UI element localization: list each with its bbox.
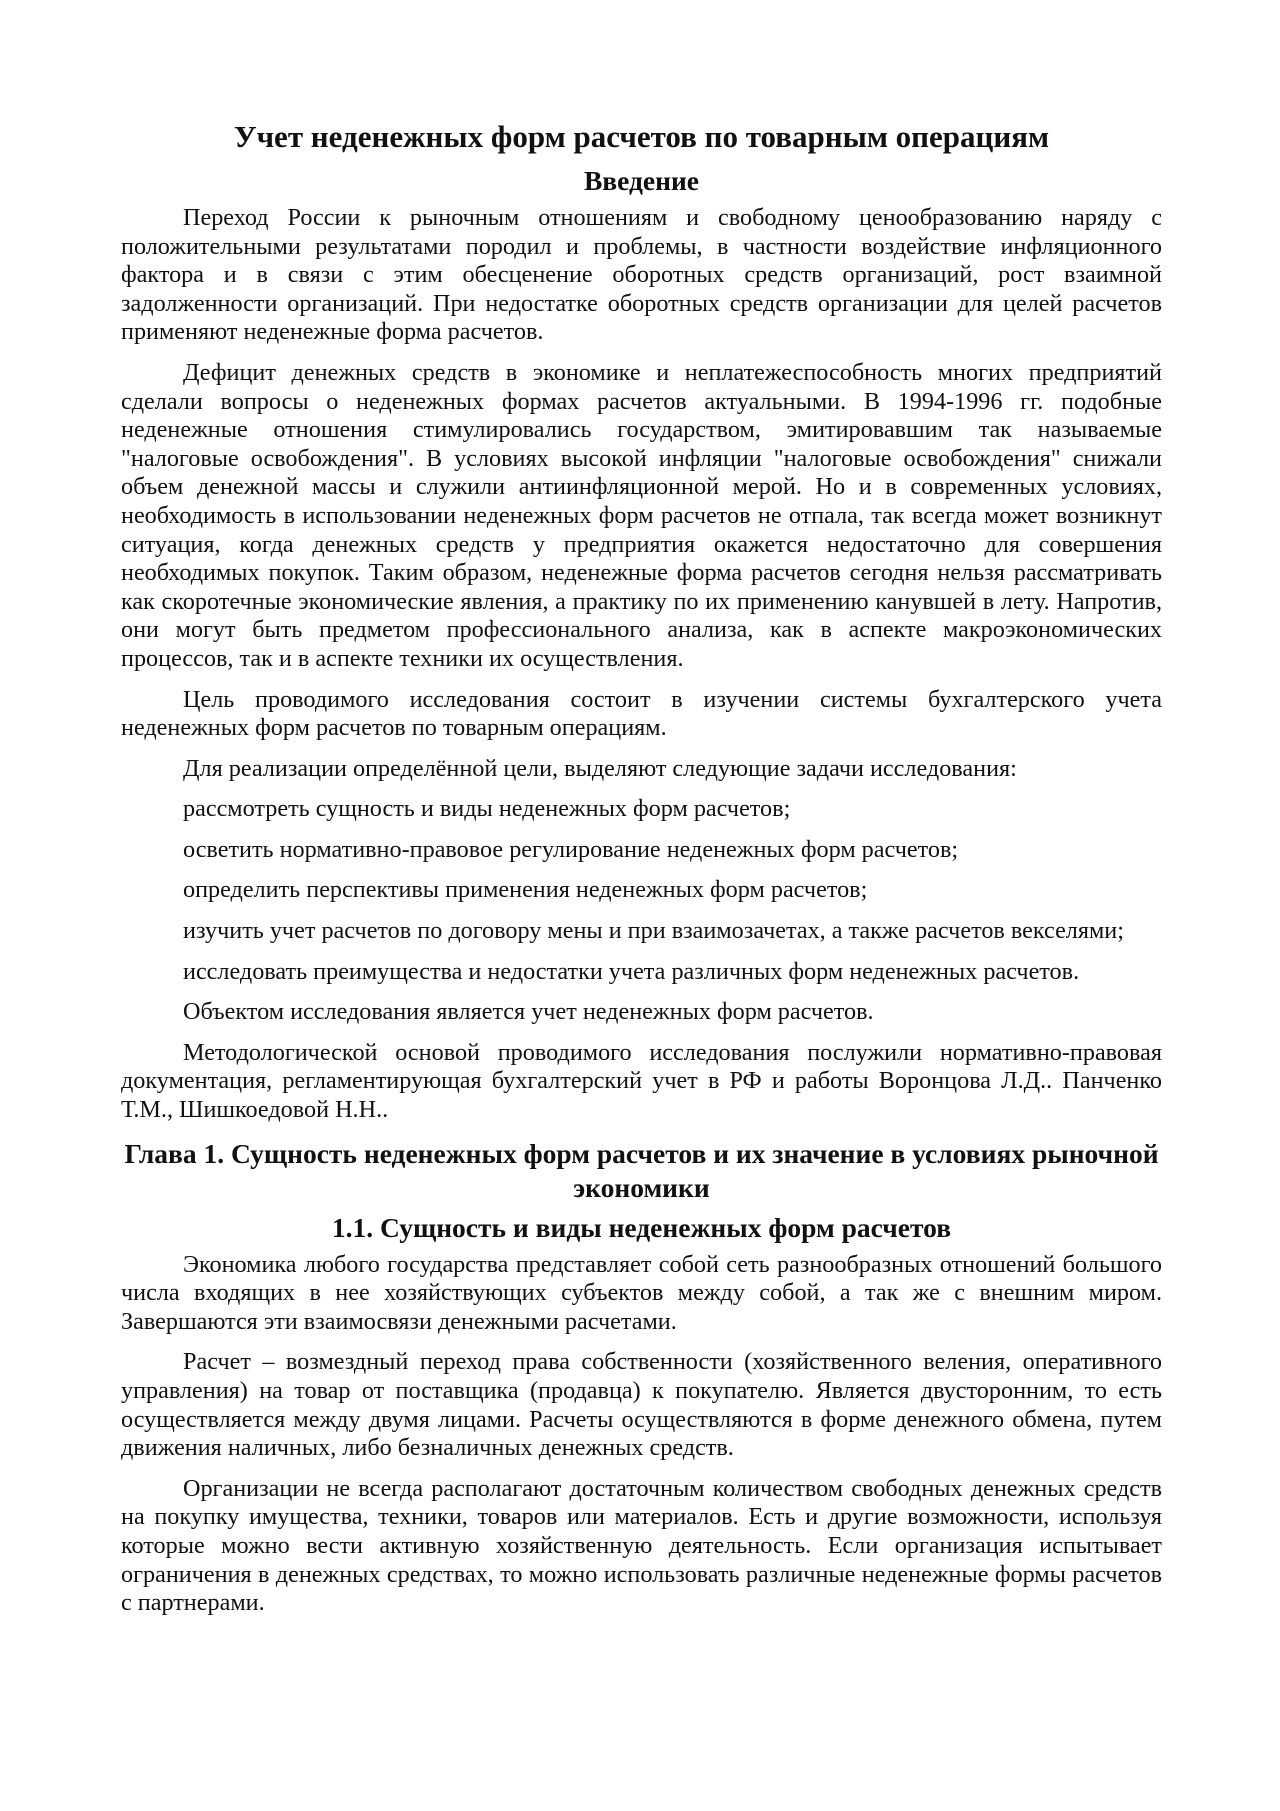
task-item: исследовать преимущества и недостатки учета различных форм неденежных расчетов. (183, 957, 1080, 985)
goal-paragraph: Цель проводимого исследования состоит в изучении системы бухгалтерского учета неденежных форм расчетов по товарным операциям. (121, 685, 1162, 742)
introduction-heading: Введение (583, 165, 700, 196)
object-paragraph: Объектом исследования является учет неденежных форм расчетов. (183, 998, 874, 1026)
section-paragraph: Организации не всегда располагают достаточным количеством свободных денежных средств на покупку имущества, техники, товаров или материалов. Есть и другие возможности, используя которые можно вести активную хозяйственную деятельность. Если организация испытывает ограничения в денежных средствах, то можно использовать различные неденежные формы расчетов с партнерами. (121, 1474, 1162, 1617)
section-paragraph: Расчет – возмездный переход права собственности (хозяйственного веления, оперативного управления) на товар от поставщика (продавца) к покупателю. Является двусторонним, то есть осуществляется между двумя лицами. Расчеты осуществляются в форме денежного обмена, путем движения наличных, либо безналичных денежных средств. (121, 1348, 1162, 1462)
tasks-intro: Для реализации определённой цели, выделяют следующие задачи исследования: (183, 754, 1017, 782)
document-title: Учет неденежных форм расчетов по товарным операциям (233, 119, 1050, 154)
task-item: определить перспективы применения неденежных форм расчетов; (183, 876, 868, 904)
task-item: рассмотреть сущность и виды неденежных форм расчетов; (183, 795, 791, 823)
methodology-paragraph: Методологической основой проводимого исследования послужили нормативно-правовая документация, регламентирующая бухгалтерский учет в РФ и работы Воронцова Л.Д.. Панченко Т.М., Шишкоедовой Н.Н.. (121, 1038, 1162, 1124)
task-item: осветить нормативно-правовое регулирование неденежных форм расчетов; (183, 835, 959, 863)
section-paragraph: Экономика любого государства представляет собой сеть разнообразных отношений большого числа входящих в нее хозяйствующих субъектов между собой, а так же с внешним миром. Завершаются эти взаимосвязи денежными расчетами. (121, 1250, 1162, 1335)
intro-paragraph: Дефицит денежных средств в экономике и неплатежеспособность многих предприятий сделали вопросы о неденежных формах расчетов актуальными. В 1994-1996 гг. подобные неденежные отношения стимулировались государством, эмитировавшим так называемые "налоговые освобождения". В условиях высокой инфляции "налоговые освобождения" снижали объем денежной массы и служили антиинфляционной мерой. Но и в современных условиях, необходимость в использовании неденежных форм расчетов не отпала, так всегда может возникнут ситуация, когда денежных средств у предприятия окажется недостаточно для совершения необходимых покупок. Таким образом, неденежные форма расчетов сегодня нельзя рассматривать как скоротечные экономические явления, а практику по их применению канувшей в лету. Напротив, они могут быть предметом профессионального анализа, как в аспекте макроэкономических процессов, так и в аспекте техники их осуществления. (121, 358, 1162, 672)
chapter-heading: Глава 1. Сущность неденежных форм расчетов и их значение в условиях рыночной экономики (124, 1137, 1159, 1203)
section-heading: 1.1. Сущность и виды неденежных форм расчетов (331, 1211, 952, 1243)
intro-paragraph: Переход России к рыночным отношениям и свободному ценообразованию наряду с положительными результатами породил и проблемы, в частности воздействие инфляционного фактора и в связи с этим обесценение оборотных средств организаций, рост взаимной задолженности организаций. При недостатке оборотных средств организации для целей расчетов применяют неденежные форма расчетов. (121, 204, 1162, 346)
task-item: изучить учет расчетов по договору мены и при взаимозачетах, а также расчетов векселями; (183, 917, 1124, 945)
